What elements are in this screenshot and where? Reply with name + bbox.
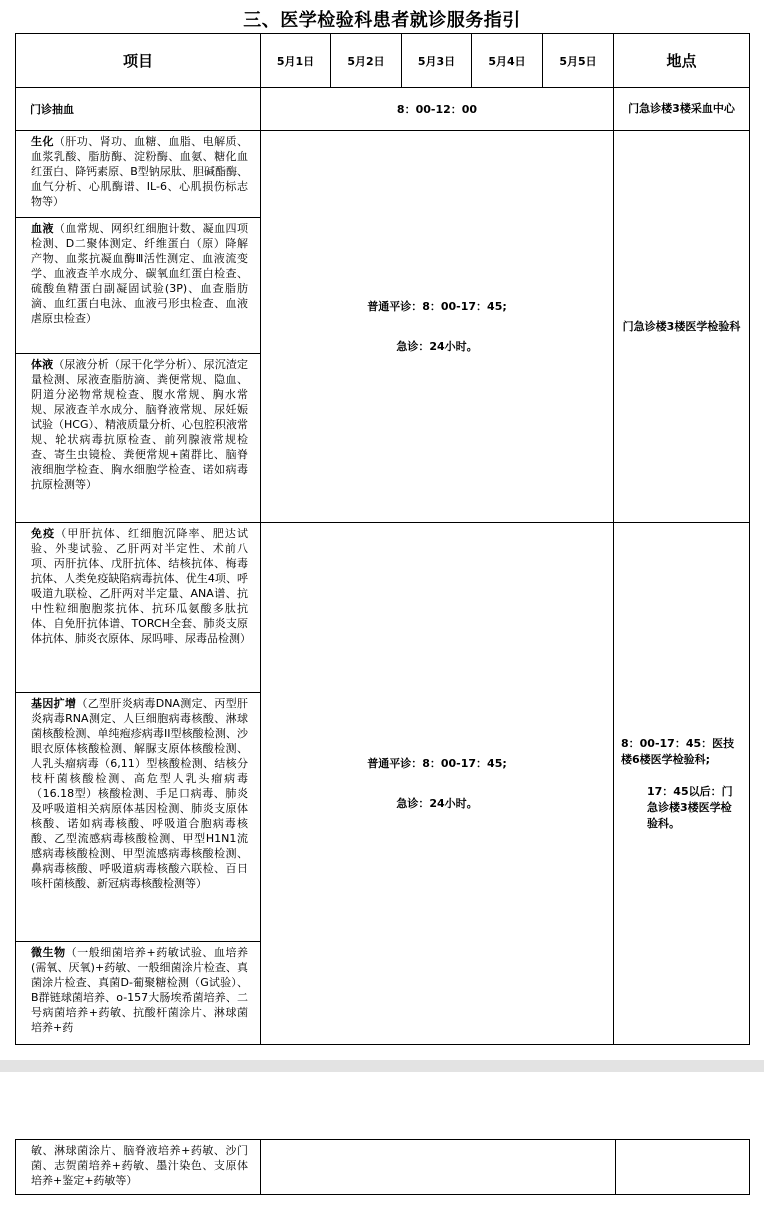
continued-location-cell xyxy=(616,1140,750,1195)
item-detail: （血常规、网织红细胞计数、凝血四项检测、D二聚体测定、纤维蛋白（原）降解产物、血浆抗凝血酶Ⅲ活性测定、血液流变学、血液查羊水成分、碳氧血红蛋白检查、硫酸鱼精蛋白副凝固试验(3P)、血查脂肪滴、血红蛋白电泳、血液弓形虫检查、血液虐原虫检查） xyxy=(31,222,249,325)
item-microbiology-continued: 敏、淋球菌涂片、脑脊液培养+药敏、沙门菌、志贺菌培养+药敏、墨汁染色、支原体培养+鉴定+药敏等） xyxy=(16,1140,261,1195)
group2-location-day: 8：00-17：45：医技楼6楼医学检验科; xyxy=(621,736,735,766)
group1-time xyxy=(261,131,614,523)
table-row xyxy=(16,1140,750,1195)
item-biochem xyxy=(16,131,261,218)
header-row xyxy=(16,34,750,88)
group2-time-normal: 普通平诊：8：00-17：45; xyxy=(367,756,507,770)
group1-location: 门急诊楼3楼医学检验科 xyxy=(614,131,750,523)
item-body-fluid xyxy=(16,354,261,523)
document-title: 三、医学检验科患者就诊服务指引 xyxy=(243,10,521,31)
item-name: 生化 xyxy=(31,135,54,148)
item-immunity xyxy=(16,523,261,693)
header-day-3: 5月3日 xyxy=(402,34,472,88)
table-row xyxy=(16,131,750,218)
outpatient-location: 门急诊楼3楼采血中心 xyxy=(614,88,750,131)
header-day-5: 5月5日 xyxy=(543,34,614,88)
group1-time-normal: 普通平诊：8：00-17：45; xyxy=(367,299,507,313)
item-name: 体液 xyxy=(31,358,54,371)
page-break xyxy=(0,1060,764,1072)
outpatient-time: 8：00-12：00 xyxy=(261,88,614,131)
outpatient-name: 门诊抽血 xyxy=(16,88,261,131)
item-name: 血液 xyxy=(31,222,54,235)
group1-time-emergency: 急诊：24小时。 xyxy=(396,339,478,353)
service-guide-table-continued xyxy=(15,1139,750,1195)
item-name: 免疫 xyxy=(31,527,56,540)
item-detail: （一般细菌培养+药敏试验、血培养(需氧、厌氧)+药敏、一般细菌涂片检查、真菌涂片检查、真菌D-葡聚糖检测（G试验）、B群链球菌培养、o-157大肠埃希菌培养、二号病菌培养+药敏、抗酸杆菌涂片、淋球菌培养+药 xyxy=(31,946,248,1034)
item-name: 微生物 xyxy=(31,946,66,959)
item-gene-amplification xyxy=(16,693,261,942)
item-detail: （尿液分析（尿干化学分析）、尿沉渣定量检测、尿液查脂肪滴、粪便常规、隐血、阴道分泌物常规检查、腹水常规、胸水常规、尿液查羊水成分、脑脊液常规、尿妊娠试验（HCG）、精液质量分析、心包腔积液常规、轮状病毒抗原检查、前列腺液常规检查、寄生虫镜检、粪便常规+菌群比、脑脊液细胞学检查、胸水细胞学检查、诺如病毒抗原检测等） xyxy=(31,358,249,491)
table-row xyxy=(16,523,750,693)
item-detail: （肝功、肾功、血糖、血脂、电解质、血浆乳酸、脂肪酶、淀粉酶、血氨、糖化血红蛋白、降钙素原、B型钠尿肽、胆碱酯酶、血气分析、心肌酶谱、IL-6、心肌损伤标志物等） xyxy=(31,135,249,208)
item-detail: （甲肝抗体、红细胞沉降率、肥达试验、外斐试验、乙肝两对半定性、术前八项、丙肝抗体、戊肝抗体、结核抗体、梅毒抗体、人类免疫缺陷病毒抗体、优生4项、呼吸道九联检、乙肝两对半定量、ANA谱、抗中性粒细胞胞浆抗体、抗环瓜氨酸多肽抗体、自免肝抗体谱、TORCH全套、肺炎支原体抗体、肺炎衣原体、尿吗啡、尿毒品检测） xyxy=(31,527,251,645)
group2-time-emergency: 急诊：24小时。 xyxy=(396,796,478,810)
service-guide-table xyxy=(15,33,750,1045)
group2-location-night: 17：45以后：门急诊楼3楼医学检验科。 xyxy=(647,784,733,830)
outpatient-row xyxy=(16,88,750,131)
item-name: 基因扩增 xyxy=(31,697,77,710)
header-day-2: 5月2日 xyxy=(331,34,402,88)
item-detail: （乙型肝炎病毒DNA测定、丙型肝炎病毒RNA测定、人巨细胞病毒核酸、淋球菌核酸检测、单纯疱疹病毒II型核酸检测、沙眼衣原体核酸检测、解脲支原体核酸检测、人乳头瘤病毒（6,11）型核酸检测、结核分枝杆菌核酸检测、高危型人乳头瘤病毒（16.18型）核酸检测、手足口病毒、肺炎及呼吸道相关病原体基因检测、肺炎支原体核酸、诺如病毒核酸、呼吸道合胞病毒核酸、乙型流感病毒核酸检测、甲型H1N1流感病毒核酸检测、甲型流感病毒核酸检测、鼻病毒核酸、呼吸道病毒核酸六联检、百日咳杆菌核酸、新冠病毒核酸检测等） xyxy=(31,697,248,890)
item-microbiology xyxy=(16,942,261,1045)
item-blood xyxy=(16,218,261,354)
header-location: 地点 xyxy=(614,34,750,88)
group2-location xyxy=(614,523,750,1045)
header-day-4: 5月4日 xyxy=(472,34,543,88)
header-item: 项目 xyxy=(16,34,261,88)
group2-time xyxy=(261,523,614,1045)
continued-time-cell xyxy=(261,1140,616,1195)
header-day-1: 5月1日 xyxy=(261,34,331,88)
